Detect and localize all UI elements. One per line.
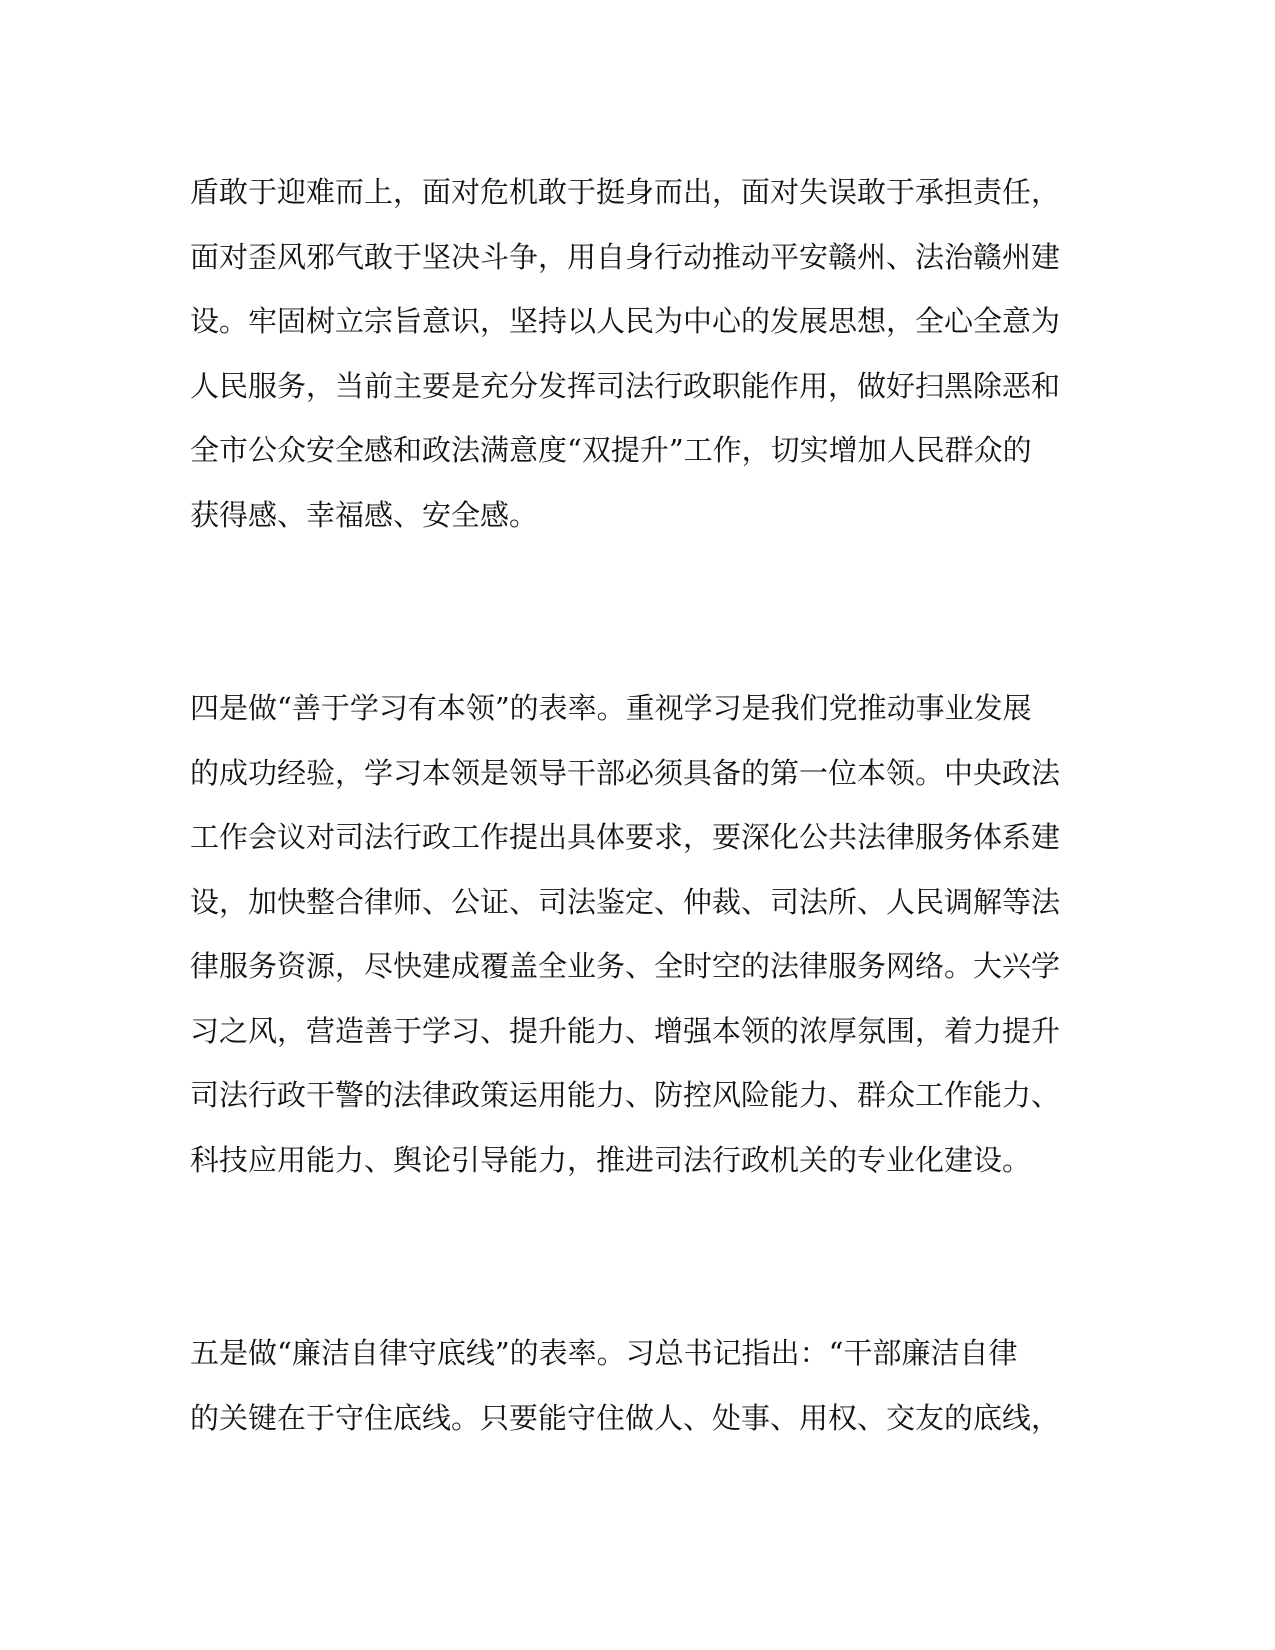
- text-line: 的关键在于守住底线。只要能守住做人、处事、用权、交友的底线，: [190, 1400, 1061, 1435]
- text-line: 的成功经验，学习本领是领导干部必须具备的第一位本领。中央政法: [190, 755, 1061, 790]
- text-line: 人民服务，当前主要是充分发挥司法行政职能作用，做好扫黑除恶和: [190, 368, 1061, 403]
- text-line: 习之风，营造善于学习、提升能力、增强本领的浓厚氛围，着力提升: [190, 1013, 1061, 1048]
- paragraph-3: [190, 1321, 1070, 1450]
- text-line: 盾敢于迎难而上，面对危机敢于挺身而出，面对失误敢于承担责任，: [190, 175, 1061, 209]
- text-line: 获得感、幸福感、安全感。: [190, 497, 539, 532]
- text-line: 四是做“善于学习有本领”的表率。重视学习是我们党推动事业发展: [190, 691, 1032, 725]
- text-line: 律服务资源，尽快建成覆盖全业务、全时空的法律服务网络。大兴学: [190, 949, 1061, 983]
- text-line: 设，加快整合律师、公证、司法鉴定、仲裁、司法所、人民调解等法: [190, 884, 1061, 919]
- text-line: 全市公众安全感和政法满意度“双提升”工作，切实增加人民群众的: [190, 433, 1032, 467]
- paragraph-1: [190, 160, 1070, 547]
- text-line: 五是做“廉洁自律守底线”的表率。习总书记指出：“干部廉洁自律: [190, 1336, 1018, 1370]
- paragraph-2: [190, 676, 1070, 1192]
- text-line: 面对歪风邪气敢于坚决斗争，用自身行动推动平安赣州、法治赣州建: [190, 239, 1061, 274]
- text-line: 工作会议对司法行政工作提出具体要求，要深化公共法律服务体系建: [190, 820, 1061, 854]
- text-line: 司法行政干警的法律政策运用能力、防控风险能力、群众工作能力、: [190, 1078, 1061, 1112]
- text-line: 科技应用能力、舆论引导能力，推进司法行政机关的专业化建设。: [190, 1142, 1032, 1177]
- text-line: 设。牢固树立宗旨意识，坚持以人民为中心的发展思想，全心全意为: [190, 304, 1061, 338]
